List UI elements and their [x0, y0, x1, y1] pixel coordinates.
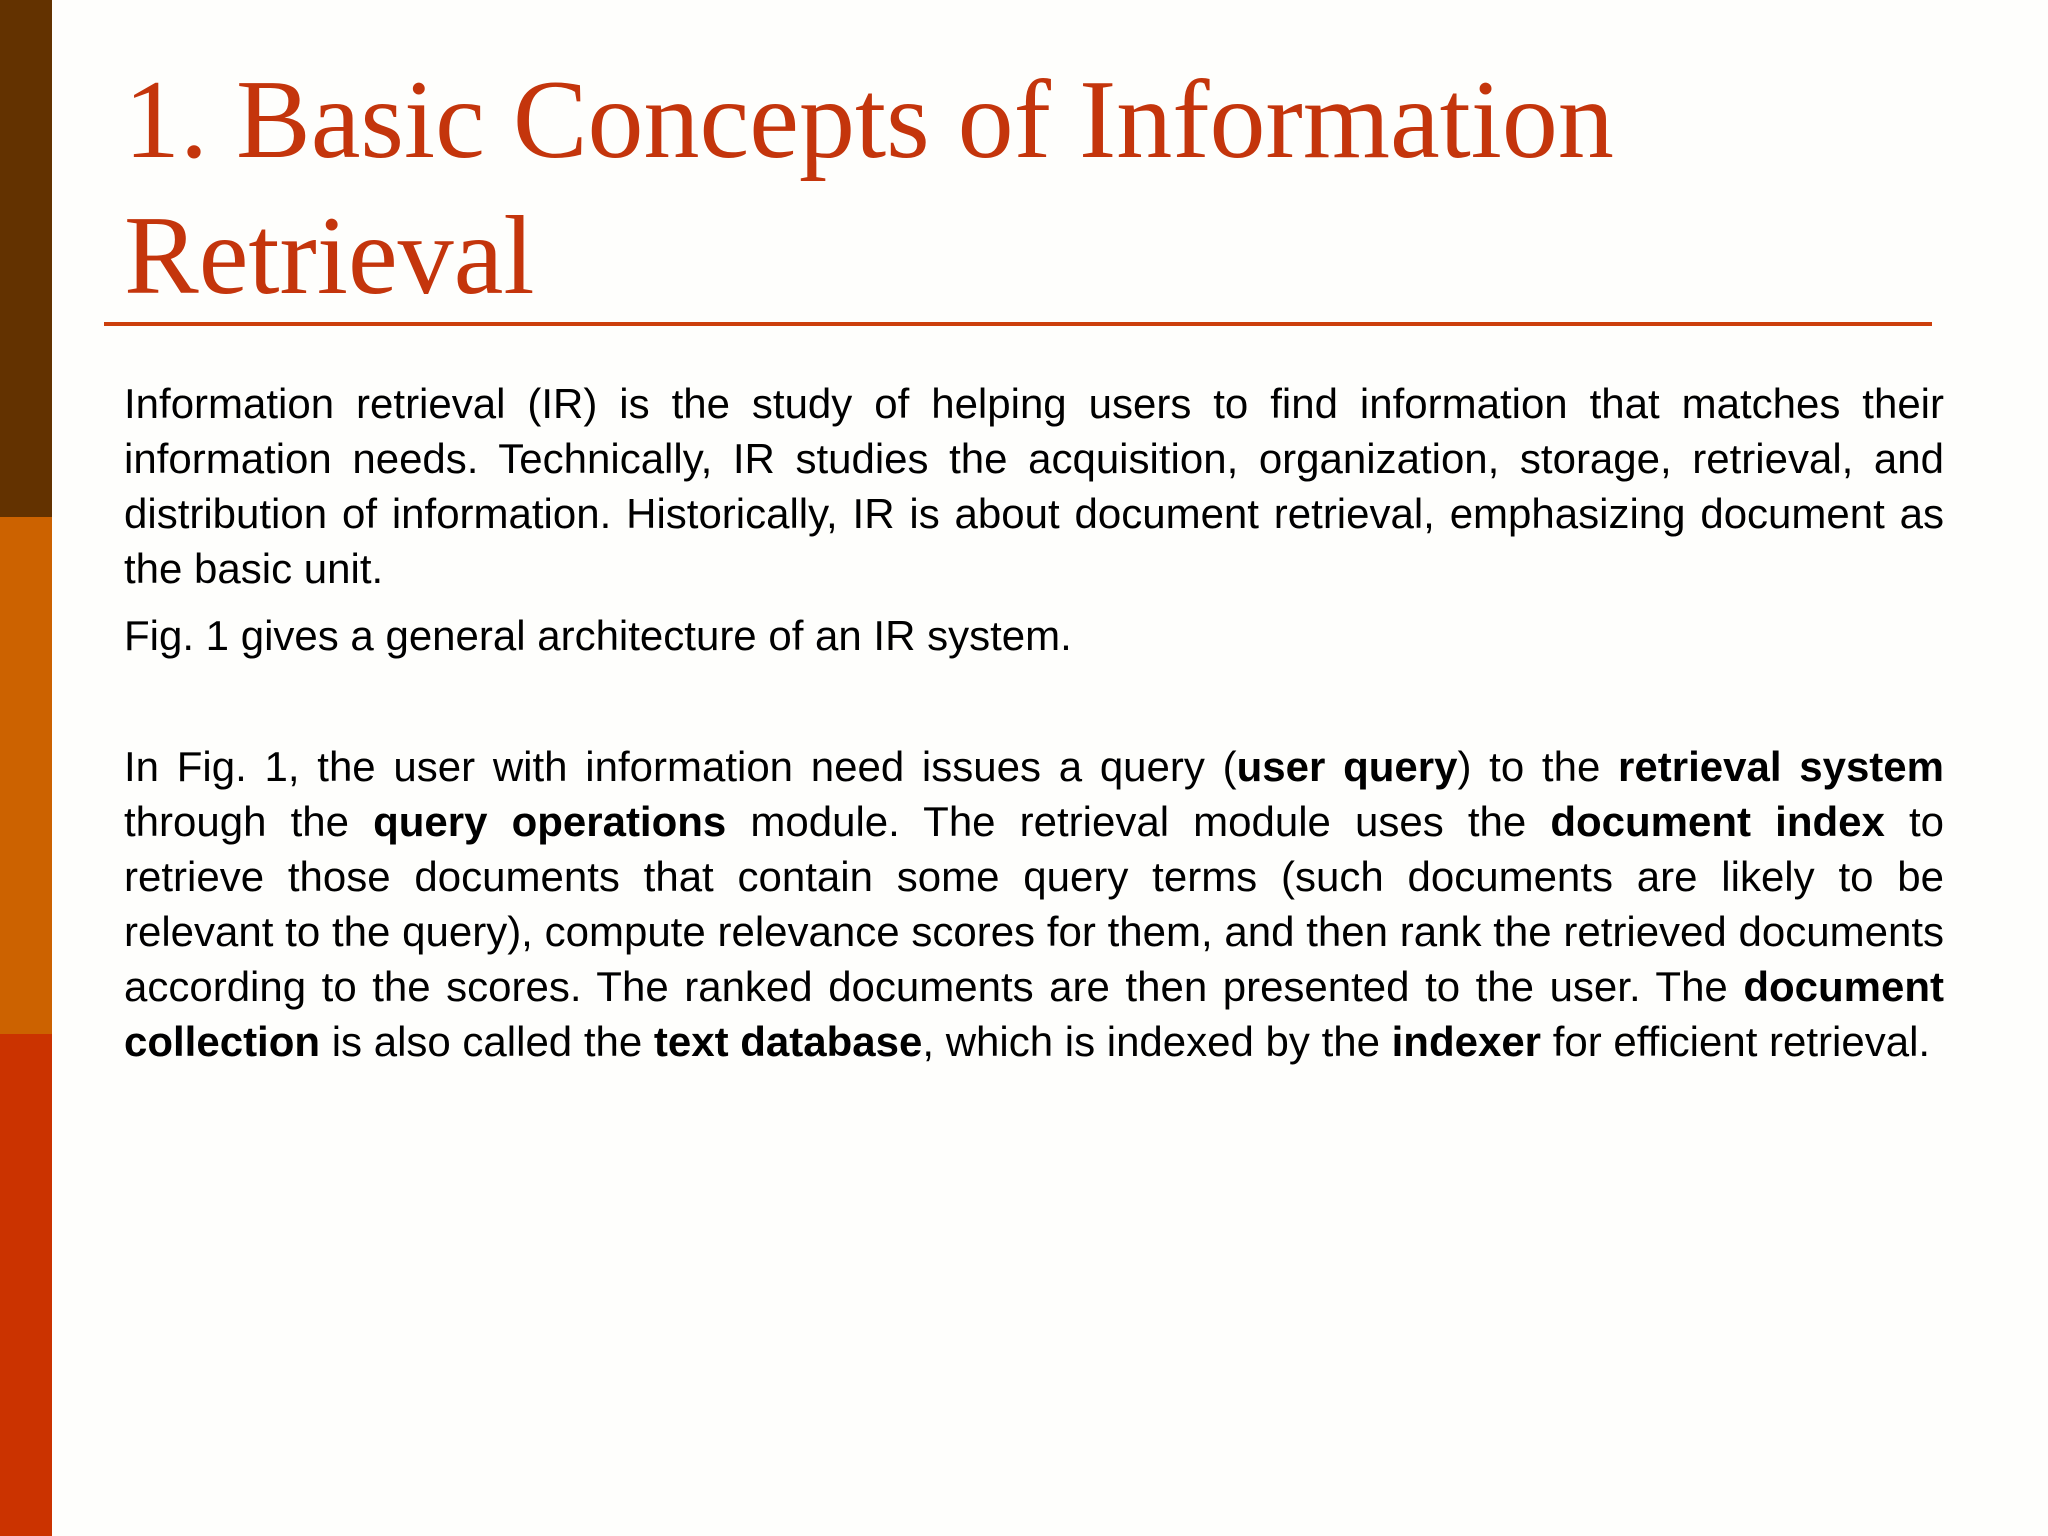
- intro-paragraph: Information retrieval (IR) is the study of helping users to find information that matches their information needs. Technically, IR studies the acquisition, organization, storage, retrieval, and distribution of information. Historically, IR is about document retrieval, emphasizing document as the basic unit.: [124, 380, 1944, 592]
- text-run: is also called the: [320, 1018, 654, 1065]
- side-bar-segment-bottom: [0, 1034, 52, 1536]
- text-run: ) to the: [1457, 743, 1619, 790]
- figure-reference-paragraph: Fig. 1 gives a general architecture of an IR system.: [124, 612, 1072, 659]
- title-underline: [104, 322, 1932, 326]
- text-run: , which is indexed by the: [922, 1018, 1392, 1065]
- term-document-index: document index: [1550, 798, 1885, 845]
- term-query-operations: query operations: [373, 798, 727, 845]
- architecture-description-paragraph: [124, 739, 1944, 1069]
- text-run: module. The retrieval module uses the: [726, 798, 1551, 845]
- term-indexer: indexer: [1391, 1018, 1542, 1065]
- text-run: to retrieve those documents that contain some query terms (such documents are likely to be relevant to the query), compute relevance scores for them, and then rank the retrieved documents according to the scores. The ranked documents are then presented to the user. The: [124, 798, 1944, 1010]
- text-run: In Fig. 1, the user with information need issues a query (: [124, 743, 1237, 790]
- term-retrieval-system: retrieval system: [1618, 743, 1944, 790]
- side-bar-segment-top: [0, 0, 52, 517]
- slide-title: 1. Basic Concepts of Information Retrieval: [124, 58, 1614, 318]
- side-bar-segment-middle: [0, 517, 52, 1034]
- term-text-database: text database: [653, 1018, 923, 1065]
- term-document-collection: document collection: [124, 963, 1944, 1065]
- text-run: through the: [124, 798, 374, 845]
- side-color-bar: [0, 0, 52, 1536]
- text-run: for efficient retrieval.: [1541, 1018, 1931, 1065]
- term-user-query: user query: [1236, 743, 1458, 790]
